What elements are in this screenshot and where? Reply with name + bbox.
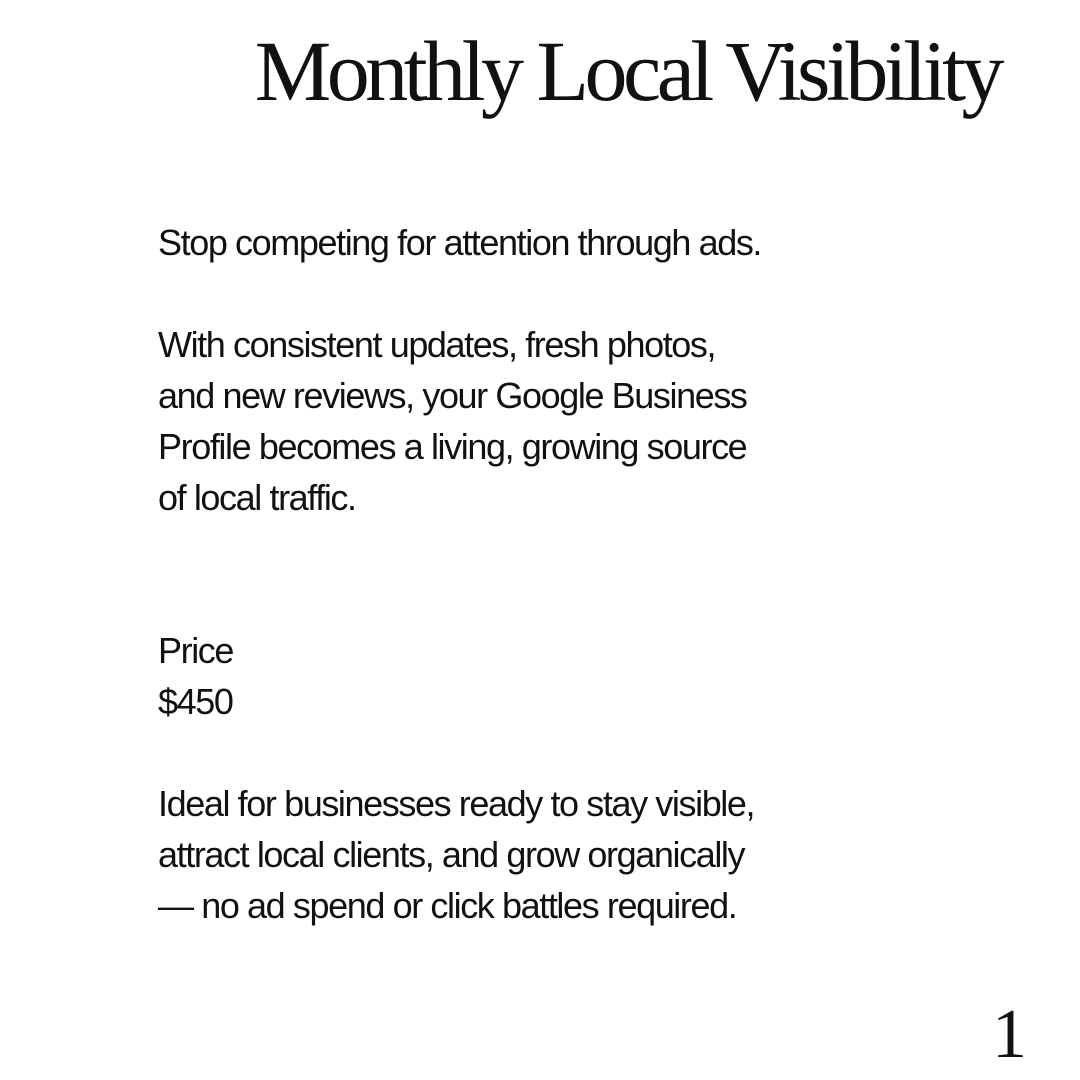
description-text: With consistent updates, fresh photos, and new reviews, your Google Business Profile becomes a living, growing source of local traffic. [158,324,747,518]
price-label: Price [158,630,234,671]
intro-text: Stop competing for attention through ads. [158,222,762,263]
spacer [158,523,938,625]
ideal-for-text: Ideal for businesses ready to stay visible, attract local clients, and grow organically — no ad spend or click battles required. [158,783,755,926]
page-number: 1 [992,996,1027,1073]
spacer [158,268,938,319]
spacer [158,727,938,778]
main-content [158,217,938,931]
page-title: Monthly Local Visibility [254,23,1000,119]
price-value: $450 [158,681,233,722]
